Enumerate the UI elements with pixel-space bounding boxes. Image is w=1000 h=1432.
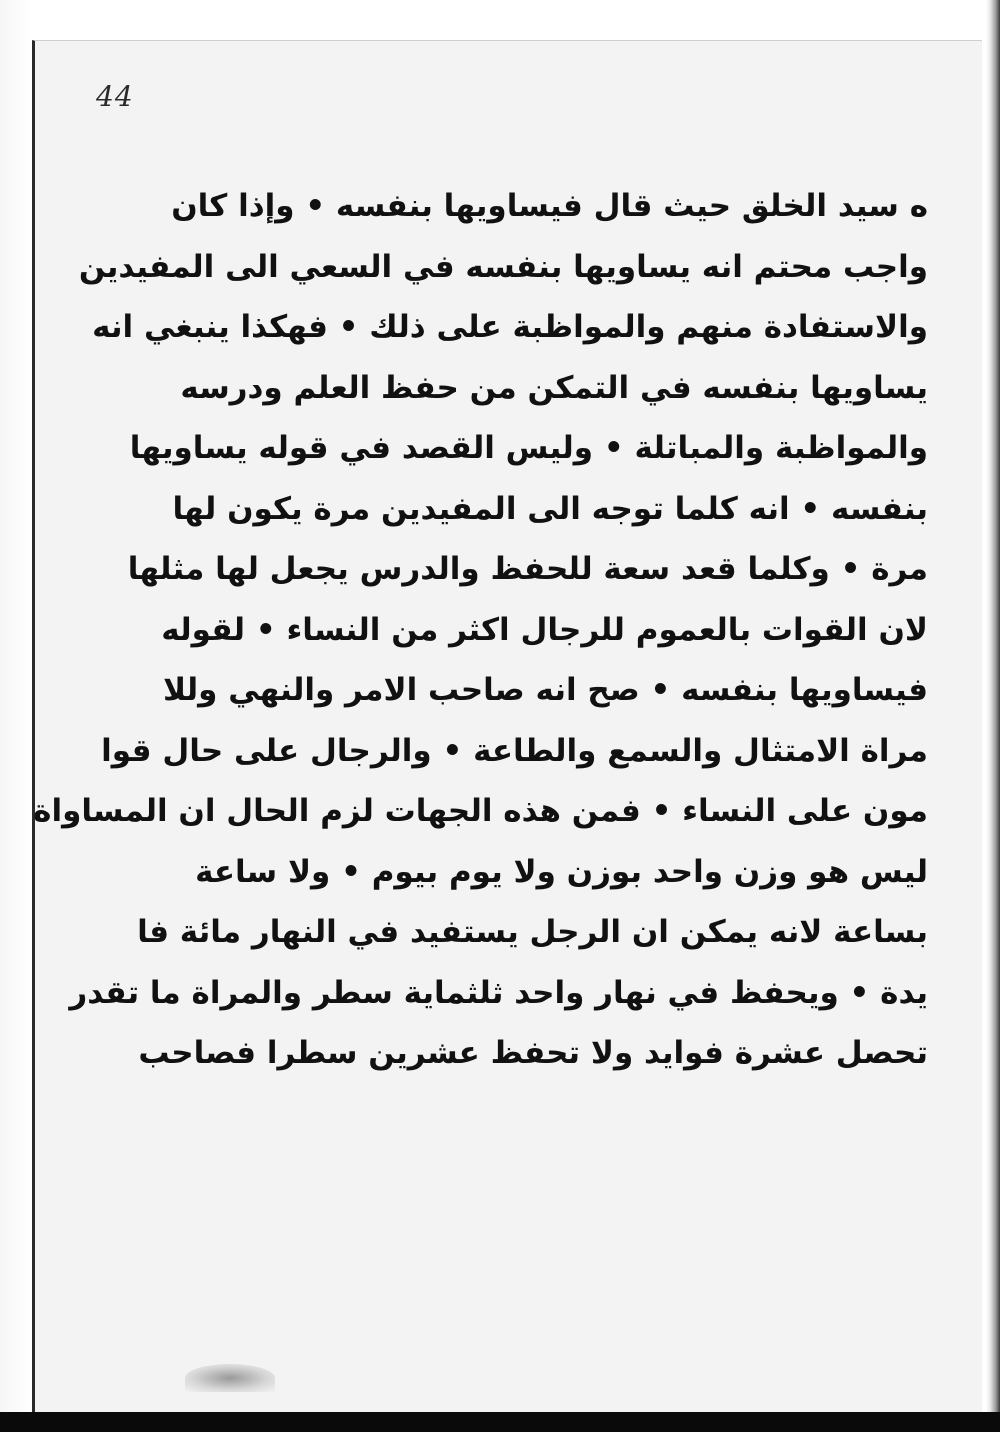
text-line-9: فيساويها بنفسه • صح انه صاحب الامر والنهي وللا: [162, 672, 928, 708]
text-line-10: مراة الامتثال والسمع والطاعة • والرجال على حال قوا: [101, 732, 928, 769]
text-line-6: بنفسه • انه كلما توجه الى المفيدين مرة يكون لها: [172, 490, 928, 527]
text-line-2: واجب محتم انه يساويها بنفسه في السعي الى المفيدين: [78, 248, 928, 285]
text-line-12: ليس هو وزن واحد بوزن ولا يوم بيوم • ولا ساعة: [195, 853, 928, 890]
page-number: 44: [96, 80, 134, 113]
scan-bottom-border: [0, 1412, 1000, 1432]
text-line-7: مرة • وكلما قعد سعة للحفظ والدرس يجعل لها مثلها: [127, 551, 928, 587]
text-line-8: لان القوات بالعموم للرجال اكثر من النساء • لقوله: [161, 611, 928, 648]
left-gutter: [0, 0, 32, 1432]
text-line-14: يدة • ويحفظ في نهار واحد ثلثماية سطر والمراة ما تقدر: [69, 974, 928, 1011]
manuscript-text: [33, 176, 928, 1084]
text-line-4: يساويها بنفسه في التمكن من حفظ العلم ودرسه: [180, 369, 928, 406]
text-line-1: ه سيد الخلق حيث قال فيساويها بنفسه • وإذا كان: [171, 188, 928, 224]
text-line-13: بساعة لانه يمكن ان الرجل يستفيد في النهار مائة فا: [137, 914, 928, 950]
text-line-5: والمواظبة والمباتلة • وليس القصد في قوله يساويها: [129, 430, 928, 466]
text-line-3: والاستفادة منهم والمواظبة على ذلك • فهكذا ينبغي انه: [92, 309, 928, 345]
text-line-11: مون على النساء • فمن هذه الجهات لزم الحال ان المساواة: [33, 793, 928, 829]
page-shadow: [185, 1364, 275, 1392]
binding-edge: [986, 0, 1000, 1432]
text-line-15: تحصل عشرة فوايد ولا تحفظ عشرين سطرا فصاحب: [138, 1035, 928, 1071]
